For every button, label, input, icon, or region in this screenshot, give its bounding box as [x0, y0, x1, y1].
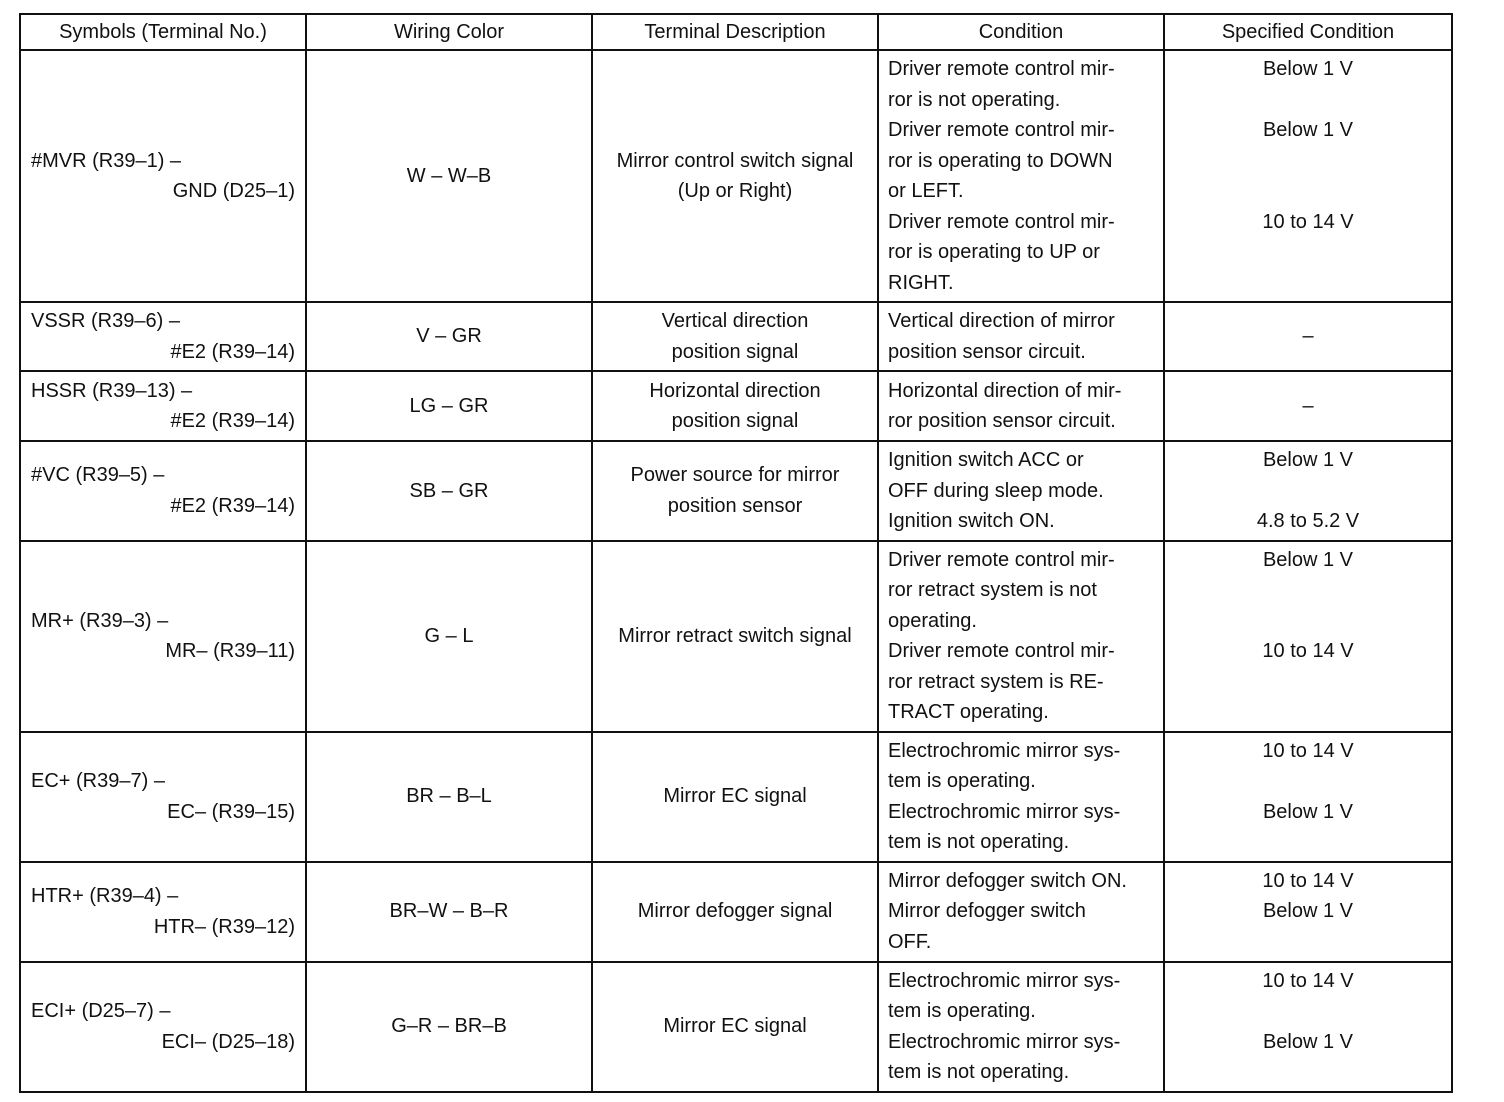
spec-value: Below 1 V [1262, 119, 1354, 141]
terminal-table [19, 13, 1453, 1093]
spec-spacer [1171, 606, 1445, 637]
condition-cell [878, 371, 1164, 441]
spec-value: 10 to 14 V [1262, 969, 1354, 992]
table-row [20, 441, 1452, 541]
table-row [20, 732, 1452, 862]
condition-line: Electrochromic mirror sys- [888, 800, 1121, 823]
condition-line: Mirror defogger switch [888, 900, 1086, 923]
symbol-cell [20, 371, 306, 441]
symbol-negative: EC– (R39–15) [167, 800, 295, 823]
symbol-negative: #E2 (R39–14) [170, 494, 295, 517]
table-row [20, 862, 1452, 962]
symbol-cell [20, 541, 306, 732]
spec-spacer [1171, 766, 1445, 797]
spec-spacer [1171, 268, 1445, 299]
condition-line: Driver remote control mir- [888, 119, 1115, 141]
symbol-cell [20, 441, 306, 541]
description-line: Horizontal direction [649, 379, 821, 402]
condition-line: Electrochromic mirror sys- [888, 1030, 1121, 1053]
terminal-description-cell [592, 371, 878, 441]
condition-line: ror retract system is RE- [888, 670, 1104, 693]
symbol-cell [20, 50, 306, 302]
condition-cell [878, 441, 1164, 541]
spec-spacer [1171, 176, 1445, 207]
symbol-negative: MR– (R39–11) [165, 640, 295, 662]
symbol-negative: ECI– (D25–18) [161, 1030, 295, 1053]
description-line: Mirror defogger signal [637, 900, 833, 923]
symbol-negative: HTR– (R39–12) [153, 915, 295, 938]
spec-spacer [1171, 237, 1445, 268]
symbol-cell [20, 732, 306, 862]
spec-spacer [1171, 996, 1445, 1027]
condition-cell [878, 302, 1164, 371]
spec-spacer [1171, 85, 1445, 116]
condition-line: Driver remote control mir- [888, 548, 1115, 571]
spec-spacer [1171, 697, 1445, 728]
condition-line: OFF during sleep mode. [888, 479, 1104, 502]
description-line: Mirror EC signal [663, 1015, 807, 1038]
table-row [20, 302, 1452, 371]
symbol-cell [20, 862, 306, 962]
spec-value: Below 1 V [1262, 1030, 1354, 1053]
description-line: Power source for mirror [630, 464, 840, 487]
spec-value: 4.8 to 5.2 V [1256, 510, 1360, 532]
terminal-description-cell [592, 302, 878, 371]
condition-line: tem is not operating. [888, 831, 1070, 853]
terminal-description-cell [592, 732, 878, 862]
wiring-color-cell: BR–W – B–R [306, 862, 592, 962]
specified-condition-cell [1164, 732, 1452, 862]
wiring-color-cell: V – GR [306, 302, 592, 371]
symbol-positive: EC+ (R39–7) – [31, 770, 165, 792]
condition-line: Horizontal direction of mir- [888, 379, 1122, 402]
spec-value: – [1302, 325, 1314, 348]
condition-line: Electrochromic mirror sys- [888, 969, 1121, 992]
condition-line: Driver remote control mir- [888, 640, 1115, 662]
spec-spacer [1171, 146, 1445, 177]
description-line: position signal [671, 340, 799, 363]
condition-line: TRACT operating. [888, 701, 1049, 723]
spec-value: 10 to 14 V [1262, 869, 1354, 892]
wiring-color-cell: LG – GR [306, 371, 592, 441]
description-line: position signal [671, 410, 799, 432]
condition-line: ror is operating to DOWN [888, 149, 1113, 172]
specified-condition-cell [1164, 371, 1452, 441]
condition-cell [878, 50, 1164, 302]
symbol-positive: MR+ (R39–3) – [31, 609, 169, 632]
wiring-color-cell: SB – GR [306, 441, 592, 541]
spec-value: Below 1 V [1262, 548, 1354, 571]
spec-value: 10 to 14 V [1262, 739, 1354, 762]
description-line: (Up or Right) [677, 180, 793, 202]
spec-value: 10 to 14 V [1262, 210, 1354, 233]
condition-line: Ignition switch ACC or [888, 449, 1084, 471]
header-symbols: Symbols (Terminal No.) [20, 14, 306, 50]
terminal-description-cell [592, 541, 878, 732]
symbol-negative: #E2 (R39–14) [170, 340, 295, 363]
wiring-color-cell: G–R – BR–B [306, 962, 592, 1092]
spec-spacer [1171, 476, 1445, 507]
header-specified-condition: Specified Condition [1164, 14, 1452, 50]
header-row [20, 14, 1452, 50]
specified-condition-cell [1164, 302, 1452, 371]
table-row [20, 541, 1452, 732]
symbol-positive: #VC (R39–5) – [31, 464, 165, 487]
description-line: Mirror EC signal [663, 785, 807, 808]
condition-line: tem is operating. [888, 1000, 1036, 1022]
spec-spacer [1171, 827, 1445, 858]
condition-cell [878, 962, 1164, 1092]
condition-line: Vertical direction of mirror [888, 310, 1115, 332]
spec-spacer [1171, 667, 1445, 698]
condition-cell [878, 541, 1164, 732]
condition-line: or LEFT. [888, 180, 964, 202]
table-row [20, 50, 1452, 302]
spec-value: – [1302, 394, 1314, 417]
terminal-description-cell [592, 50, 878, 302]
condition-line: Electrochromic mirror sys- [888, 739, 1121, 762]
spec-value: Below 1 V [1262, 900, 1354, 923]
wiring-color-cell: BR – B–L [306, 732, 592, 862]
symbol-negative: #E2 (R39–14) [170, 410, 295, 432]
condition-line: ror retract system is not [888, 579, 1097, 601]
wiring-color-cell: W – W–B [306, 50, 592, 302]
symbol-positive: HTR+ (R39–4) – [31, 885, 179, 907]
spec-spacer [1171, 1057, 1445, 1088]
specified-condition-cell [1164, 862, 1452, 962]
condition-line: tem is operating. [888, 770, 1036, 792]
condition-line: RIGHT. [888, 271, 954, 294]
table-row [20, 962, 1452, 1092]
condition-line: Ignition switch ON. [888, 510, 1055, 532]
table-row [20, 371, 1452, 441]
header-terminal-description: Terminal Description [592, 14, 878, 50]
symbol-positive: VSSR (R39–6) – [31, 310, 180, 332]
spec-value: Below 1 V [1262, 800, 1354, 823]
condition-line: ror is not operating. [888, 88, 1061, 111]
specified-condition-cell [1164, 541, 1452, 732]
symbol-positive: ECI+ (D25–7) – [31, 1000, 171, 1022]
condition-line: operating. [888, 609, 977, 632]
specified-condition-cell [1164, 50, 1452, 302]
table-body [20, 50, 1452, 1092]
header-condition: Condition [878, 14, 1164, 50]
specified-condition-cell [1164, 962, 1452, 1092]
description-line: position sensor [667, 494, 803, 517]
condition-line: Driver remote control mir- [888, 210, 1115, 233]
wiring-color-cell: G – L [306, 541, 592, 732]
specified-condition-cell [1164, 441, 1452, 541]
symbol-cell [20, 302, 306, 371]
description-line: Mirror control switch signal [616, 149, 854, 172]
terminal-description-cell [592, 862, 878, 962]
header-wiring-color: Wiring Color [306, 14, 592, 50]
terminal-description-cell [592, 441, 878, 541]
condition-line: position sensor circuit. [888, 340, 1086, 363]
condition-line: Driver remote control mir- [888, 58, 1115, 80]
symbol-negative: GND (D25–1) [172, 180, 295, 202]
spec-value: 10 to 14 V [1262, 640, 1354, 662]
symbol-cell [20, 962, 306, 1092]
condition-cell [878, 862, 1164, 962]
condition-cell [878, 732, 1164, 862]
condition-line: ror is operating to UP or [888, 241, 1100, 263]
description-line: Mirror retract switch signal [618, 624, 852, 647]
condition-line: OFF. [888, 930, 932, 953]
symbol-positive: #MVR (R39–1) – [31, 149, 182, 172]
spec-spacer [1171, 575, 1445, 606]
symbol-positive: HSSR (R39–13) – [31, 379, 193, 402]
condition-line: Mirror defogger switch ON. [888, 869, 1127, 892]
spec-value: Below 1 V [1262, 58, 1354, 80]
spec-spacer [1171, 927, 1445, 958]
condition-line: tem is not operating. [888, 1061, 1070, 1083]
description-line: Vertical direction [661, 310, 809, 332]
terminal-description-cell [592, 962, 878, 1092]
condition-line: ror position sensor circuit. [888, 410, 1116, 432]
spec-value: Below 1 V [1262, 449, 1354, 471]
